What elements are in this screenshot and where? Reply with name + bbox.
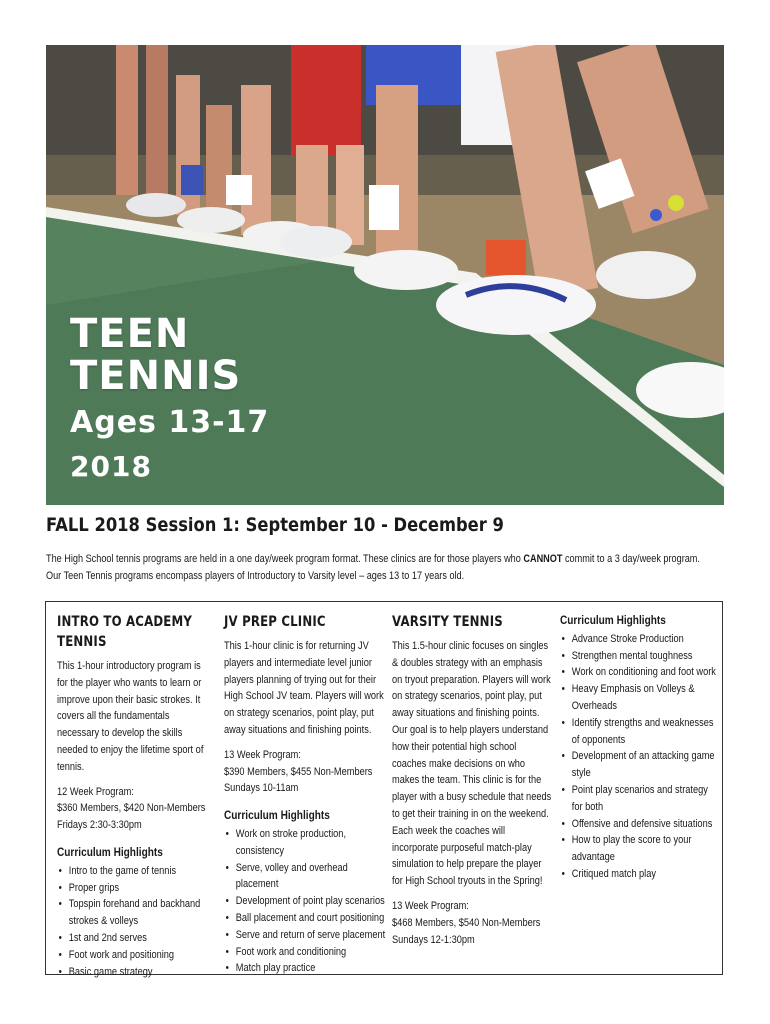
list-item: • Development of point play scenarios bbox=[224, 893, 389, 910]
list-item: • Work on stroke production, consistency bbox=[224, 826, 389, 860]
list-item: • Serve, volley and overhead placement bbox=[224, 860, 389, 894]
hero-ages: Ages 13-17 bbox=[70, 405, 270, 440]
list-item: • Point play scenarios and strategy for both bbox=[560, 782, 720, 816]
intro-emphasis: CANNOT bbox=[523, 553, 563, 565]
list-item: • Offensive and defensive situations bbox=[560, 816, 720, 833]
list-item: • Advance Stroke Production bbox=[560, 631, 720, 648]
academy-description: This 1-hour introductory program is for the player who wants to learn or improve upon their basic strokes. It covers all the fundamentals necessary to develop the skills needed to enjoy the lifetime sport of tennis. bbox=[57, 660, 204, 773]
varsity-column bbox=[392, 612, 552, 948]
list-item: • Foot work and positioning bbox=[57, 947, 213, 964]
list-item: • Work on conditioning and foot work bbox=[560, 664, 720, 681]
intro-line-1-end: commit to a 3 day/week program. bbox=[562, 553, 700, 565]
jv-title: JV PREP CLINIC bbox=[224, 614, 326, 630]
varsity-program-label: 13 Week Program: bbox=[392, 899, 469, 912]
list-item: • Proper grips bbox=[57, 880, 213, 897]
academy-title: INTRO TO ACADEMY TENNIS bbox=[57, 614, 193, 650]
intro-line-1 bbox=[46, 551, 710, 568]
jv-pricing: $390 Members, $455 Non-Members bbox=[224, 765, 373, 778]
varsity-highlights-column bbox=[560, 612, 720, 883]
list-item: • Ball placement and court positioning bbox=[224, 910, 389, 927]
varsity-highlights-title: Curriculum Highlights bbox=[560, 613, 666, 627]
varsity-schedule: Sundays 12-1:30pm bbox=[392, 933, 475, 946]
list-item: • Identify strengths and weaknesses of opponents bbox=[560, 715, 720, 749]
intro-paragraph bbox=[46, 551, 710, 585]
list-item: • Topspin forehand and backhand strokes & volleys bbox=[57, 896, 213, 930]
jv-program-label: 13 Week Program: bbox=[224, 748, 301, 761]
jv-schedule: Sundays 10-11am bbox=[224, 782, 299, 795]
varsity-title: VARSITY TENNIS bbox=[392, 614, 503, 630]
academy-program-label: 12 Week Program: bbox=[57, 785, 134, 798]
hero-photo bbox=[46, 45, 724, 505]
list-item: • Foot work and conditioning bbox=[224, 944, 389, 961]
list-item: • Development of an attacking game style bbox=[560, 748, 720, 782]
varsity-description: This 1.5-hour clinic focuses on singles & doubles strategy with an emphasis on tryout preparation. Players will work on strategy scenarios, point play, put away situations and finishing points. Our goal is to help players understand how their potential high school coaches make decisions on who makes the team. This clinic is for the player with a busy schedule that needs to get their training in on the weekend. Each week the coaches will incorporate purposeful match-play simulation to help prepare the player for High School tryouts in the Spring! bbox=[392, 640, 552, 888]
varsity-highlights-list bbox=[560, 631, 720, 883]
academy-schedule: Fridays 2:30-3:30pm bbox=[57, 819, 142, 832]
session-heading: FALL 2018 Session 1: September 10 - December 9 bbox=[46, 514, 504, 536]
intro-line-1-start: The High School tennis programs are held in a one day/week program format. These clinics are for those players who bbox=[46, 553, 524, 565]
jv-highlights-list bbox=[224, 826, 389, 977]
list-item: • Match play practice bbox=[224, 960, 389, 977]
jv-column bbox=[224, 612, 394, 977]
list-item: • 1st and 2nd serves bbox=[57, 930, 213, 947]
jv-description: This 1-hour clinic is for returning JV players and intermediate level junior players planning of trying out for their High School JV team. Players will work on strategy scenarios, point play, put away situations and finishing points. bbox=[224, 640, 384, 736]
list-item: • Strengthen mental toughness bbox=[560, 648, 720, 665]
intro-line-2: Our Teen Tennis programs encompass players of Introductory to Varsity level – ages 13 to 17 years old. bbox=[46, 570, 465, 582]
academy-pricing: $360 Members, $420 Non-Members bbox=[57, 802, 206, 815]
varsity-pricing: $468 Members, $540 Non-Members bbox=[392, 916, 541, 929]
list-item: • Critiqued match play bbox=[560, 866, 720, 883]
hero-year: 2018 bbox=[70, 450, 152, 483]
academy-highlights-title: Curriculum Highlights bbox=[57, 844, 163, 859]
list-item: • Serve and return of serve placement bbox=[224, 927, 389, 944]
hero-text-block bbox=[70, 313, 269, 483]
jv-highlights-title: Curriculum Highlights bbox=[224, 808, 330, 823]
academy-column bbox=[57, 612, 237, 980]
hero-title: TEEN TENNIS bbox=[70, 311, 242, 399]
academy-highlights-list bbox=[57, 863, 213, 981]
list-item: • Heavy Emphasis on Volleys & Overheads bbox=[560, 681, 720, 715]
list-item: • Intro to the game of tennis bbox=[57, 863, 213, 880]
list-item: • Basic game strategy bbox=[57, 964, 213, 981]
list-item: • How to play the score to your advantage bbox=[560, 832, 720, 866]
